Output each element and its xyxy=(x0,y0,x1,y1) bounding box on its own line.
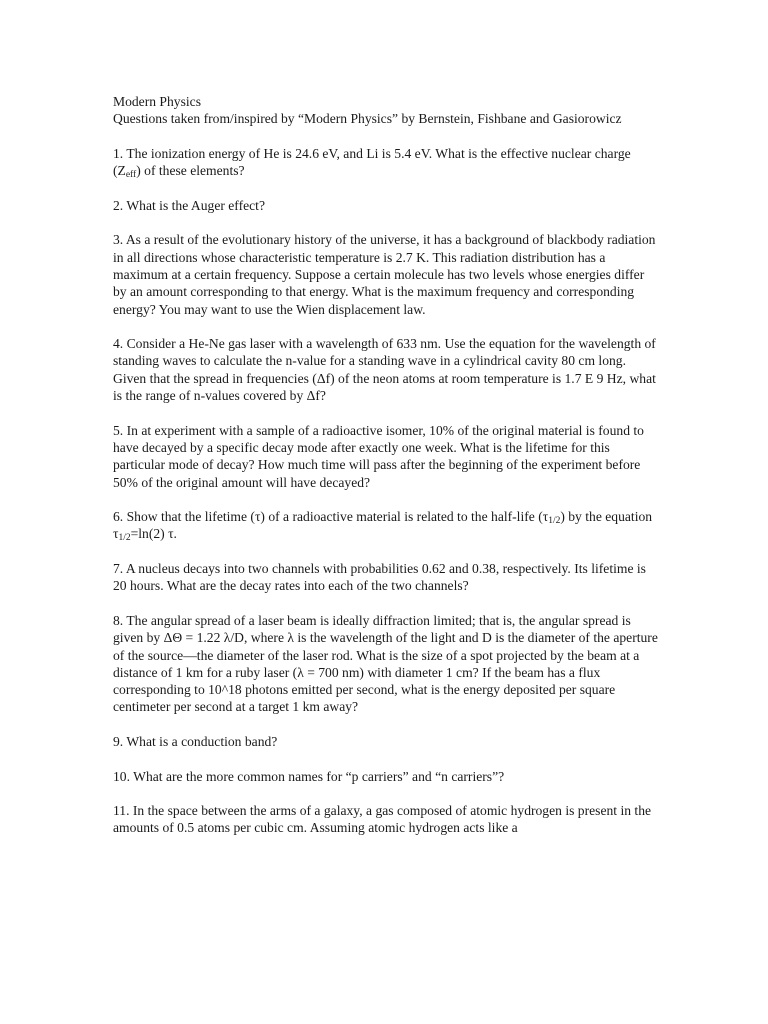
question-4: 4. Consider a He-Ne gas laser with a wavelength of 633 nm. Use the equation for the wavelength of standing waves to calculate the n-value for a standing wave in a cylindrical cavity 80 cm long. Given that the spread in frequencies (Δf) of the neon atoms at room temperature is 1.7 E 9 Hz, what is the range of n-values covered by Δf? xyxy=(113,336,656,404)
question-1-subscript: eff xyxy=(125,170,137,181)
question-8: 8. The angular spread of a laser beam is ideally diffraction limited; that is, the angular spread is given by ΔΘ = 1.22 λ/D, where λ is the wavelength of the light and D is the diameter of the aperture of the source—the diameter of the laser rod. What is the size of a spot projected by the beam at a distance of 1 km for a ruby laser (λ = 700 nm) with diameter 1 cm? If the beam has a flux corresponding to 10^18 photons emitted per second, what is the energy deposited per square centimeter per second at a target 1 km away? xyxy=(113,612,658,715)
document-header xyxy=(113,93,658,128)
question-1-text: 1. The ionization energy of He is 24.6 eV, and Li is 5.4 eV. What is the effective nuclear charge (Z xyxy=(113,145,631,179)
question-7: 7. A nucleus decays into two channels with probabilities 0.62 and 0.38, respectively. Its lifetime is 20 hours. What are the decay rates into each of the two channels? xyxy=(113,561,646,594)
question-1-text-end: ) of these elements? xyxy=(136,163,245,179)
question-6-subscript-1: 1/2 xyxy=(548,516,561,527)
question-9: 9. What is a conduction band? xyxy=(113,733,278,749)
document-body xyxy=(113,93,658,837)
question-6-subscript-2: 1/2 xyxy=(118,533,131,544)
question-6-text-end: =ln(2) τ. xyxy=(130,526,177,542)
question-2: 2. What is the Auger effect? xyxy=(113,197,265,213)
question-5: 5. In at experiment with a sample of a radioactive isomer, 10% of the original material is found to have decayed by a specific decay mode after exactly one week. What is the lifetime for this particular mode of decay? How much time will pass after the beginning of the experiment before 50% of the original amount will have decayed? xyxy=(113,422,644,490)
question-1 xyxy=(113,145,658,180)
question-6-text-middle: ) by the equation τ xyxy=(113,509,653,542)
question-10: 10. What are the more common names for “p carriers” and “n carriers”? xyxy=(113,768,505,784)
question-6 xyxy=(113,508,658,543)
document-title: Modern Physics xyxy=(113,94,201,109)
question-6-text: 6. Show that the lifetime (τ) of a radioactive material is related to the half-life (τ xyxy=(113,509,549,525)
question-11: 11. In the space between the arms of a galaxy, a gas composed of atomic hydrogen is present in the amounts of 0.5 atoms per cubic cm. Assuming atomic hydrogen acts like a xyxy=(113,803,652,836)
question-3: 3. As a result of the evolutionary history of the universe, it has a background of blackbody radiation in all directions whose characteristic temperature is 2.7 K. This radiation distribution has a maximum at a certain frequency. Suppose a certain molecule has two levels whose energies differ by an amount corresponding to that energy. What is the maximum frequency and corresponding energy? You may want to use the Wien displacement law. xyxy=(113,232,656,317)
document-subtitle: Questions taken from/inspired by “Modern Physics” by Bernstein, Fishbane and Gasiorowicz xyxy=(113,111,622,127)
